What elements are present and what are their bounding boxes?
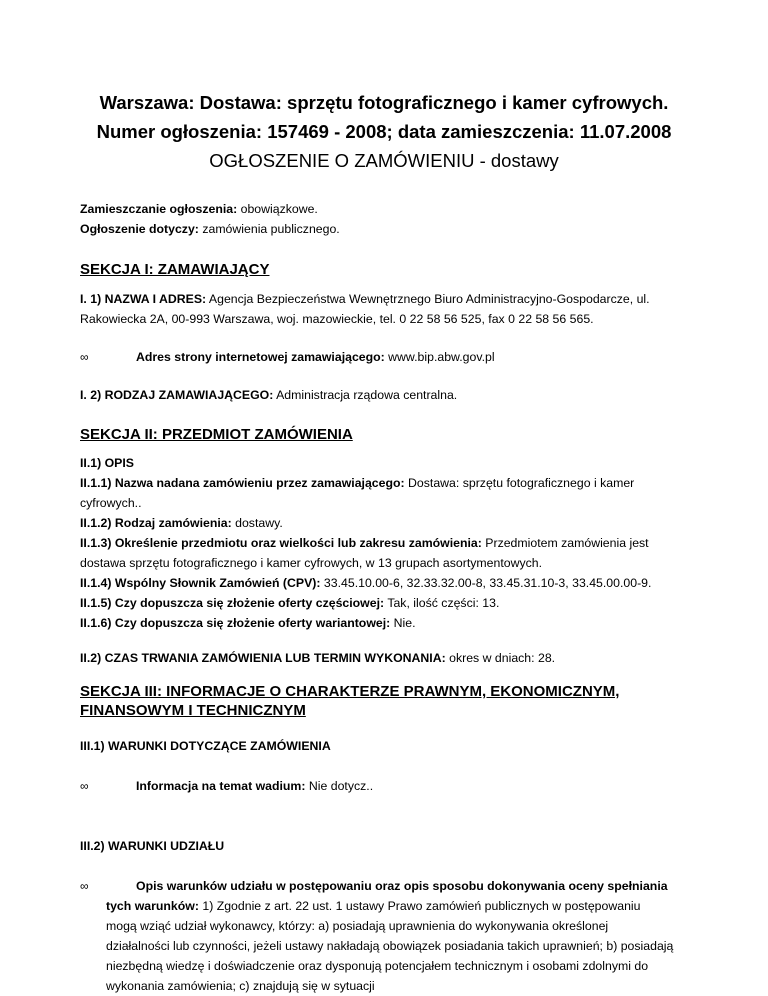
section3-heading: SEKCJA III: INFORMACJE O CHARAKTERZE PRAWNYM, EKONOMICZNYM, FINANSOWYM I TECHNICZNYM bbox=[80, 683, 620, 719]
announcement-number: Numer ogłoszenia: 157469 - 2008; data zamieszczenia: 11.07.2008 bbox=[96, 121, 672, 142]
contracting-type: I. 2) RODZAJ ZAMAWIAJĄCEGO: Administracja rządowa centralna. bbox=[80, 388, 458, 402]
intro-obligation: Zamieszczanie ogłoszenia: obowiązkowe. bbox=[80, 202, 318, 216]
bullet-icon: ∞ bbox=[80, 779, 89, 793]
opis-heading: II.1) OPIS bbox=[80, 456, 134, 470]
duration: II.2) CZAS TRWANIA ZAMÓWIENIA LUB TERMIN WYKONANIA: okres w dniach: 28. bbox=[80, 651, 556, 665]
bullet-icon: ∞ bbox=[80, 879, 89, 893]
website-link[interactable]: www.bip.abw.gov.pl bbox=[388, 350, 495, 364]
website-row: ∞ Adres strony internetowej zamawiającego: www.bip.abw.gov.pl bbox=[80, 347, 688, 367]
intro-concerns: Ogłoszenie dotyczy: zamówienia publicznego. bbox=[80, 222, 340, 236]
item-1-6: II.1.6) Czy dopuszcza się złożenie oferty wariantowej: Nie. bbox=[80, 616, 416, 630]
title-block bbox=[80, 88, 688, 175]
participation-row: ∞ Opis warunków udziału w postępowaniu oraz opis sposobu dokonywania oceny spełniania tych warunków: 1) Zgodnie z art. 22 ust. 1 ustawy Prawo zamówień publicznych w postępowaniu mogą wziąć udział wykonawcy, którzy: a) posiadają uprawnienia do wykonywania określonej działalności lub czynności, jeżeli ustawy nakładają obowiązek posiadania takich uprawnień; b) posiadają niezbędną wiedzę i doświadczenie oraz dysponują potencjałem technicznym i osobami zdolnymi do wykonania zamówienia; c) znajdują się w sytuacji bbox=[80, 876, 688, 996]
document-page bbox=[80, 0, 688, 996]
document-title: Warszawa: Dostawa: sprzętu fotograficznego i kamer cyfrowych. bbox=[99, 92, 669, 113]
item-1-1: II.1.1) Nazwa nadana zamówieniu przez zamawiającego: Dostawa: sprzętu fotograficznego i kamer cyfrowych.. bbox=[80, 476, 635, 510]
item-1-5: II.1.5) Czy dopuszcza się złożenie oferty częściowej: Tak, ilość części: 13. bbox=[80, 596, 500, 610]
conditions-heading: III.1) WARUNKI DOTYCZĄCE ZAMÓWIENIA bbox=[80, 739, 331, 753]
participation-heading: III.2) WARUNKI UDZIAŁU bbox=[80, 839, 225, 853]
section2-heading: SEKCJA II: PRZEDMIOT ZAMÓWIENIA bbox=[80, 426, 353, 443]
item-1-3: II.1.3) Określenie przedmiotu oraz wielkości lub zakresu zamówienia: Przedmiotem zamówienia jest dostawa sprzętu fotograficznego i kamer cyfrowych, w 13 grupach asortymentowych. bbox=[80, 536, 649, 570]
item-1-4: II.1.4) Wspólny Słownik Zamówień (CPV): 33.45.10.00-6, 32.33.32.00-8, 33.45.31.10-3, 33.45.00.00-9. bbox=[80, 576, 652, 590]
name-address: I. 1) NAZWA I ADRES: Agencja Bezpieczeństwa Wewnętrznego Biuro Administracyjno-Gospodarcze, ul. Rakowiecka 2A, 00-993 Warszawa, woj. mazowieckie, tel. 0 22 58 56 525, fax 0 22 58 56 565. bbox=[80, 292, 650, 326]
item-1-2: II.1.2) Rodzaj zamówienia: dostawy. bbox=[80, 516, 283, 530]
bullet-icon: ∞ bbox=[80, 350, 89, 364]
section1-heading: SEKCJA I: ZAMAWIAJĄCY bbox=[80, 261, 270, 278]
wadium-row: ∞ Informacja na temat wadium: Nie dotycz.. bbox=[80, 776, 688, 796]
document-subtitle: OGŁOSZENIE O ZAMÓWIENIU - dostawy bbox=[209, 150, 559, 171]
